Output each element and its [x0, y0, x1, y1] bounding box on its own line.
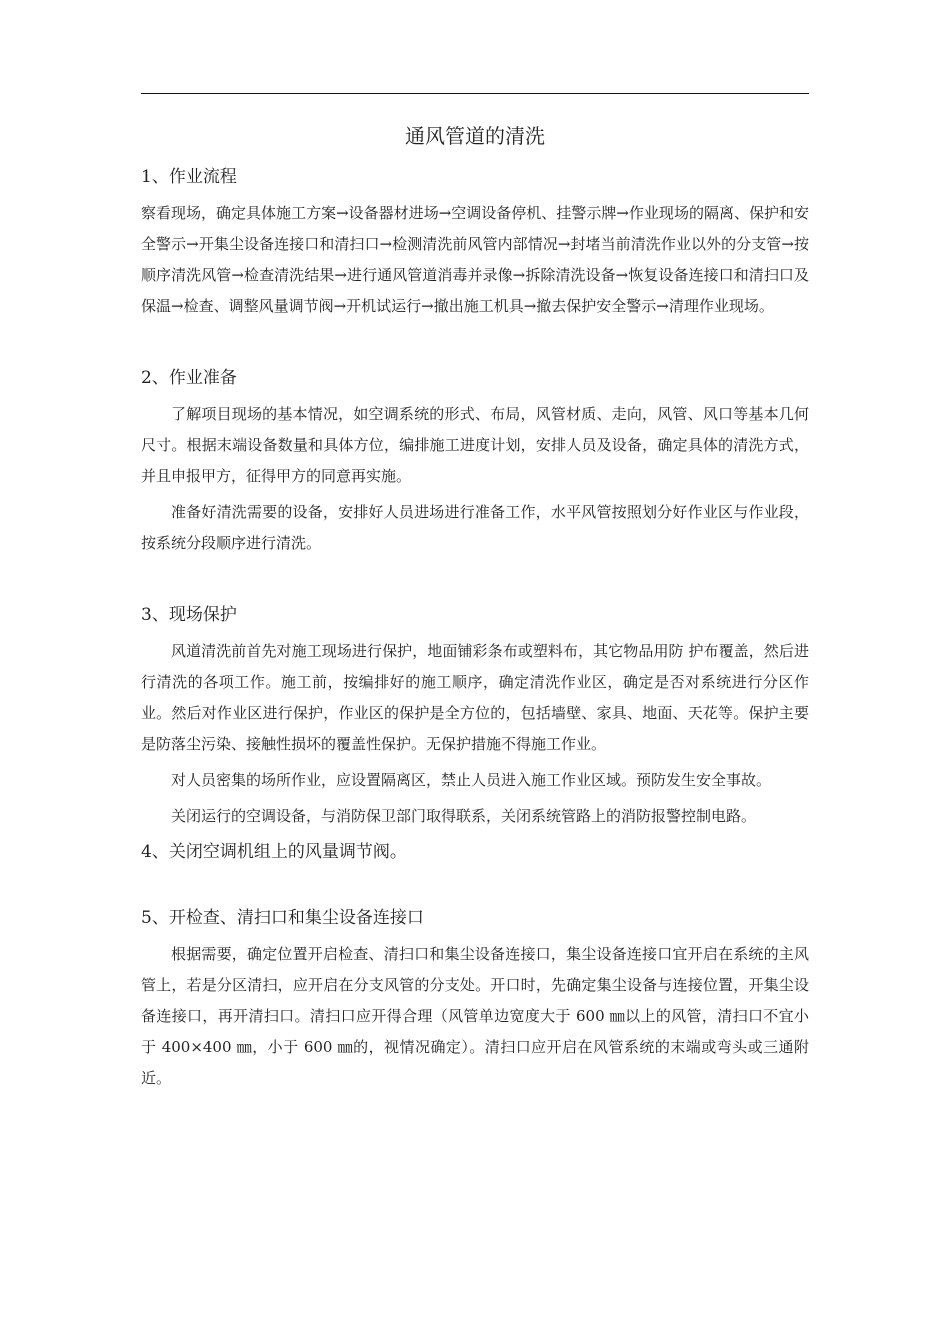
section-heading: 5、开检查、清扫口和集尘设备连接口	[141, 908, 424, 928]
section-paragraph: 根据需要，确定位置开启检查、清扫口和集尘设备连接口，集尘设备连接口宜开启在系统的主风管上，若是分区清扫，应开启在分支风管的分支处。开口时，先确定集尘设备与连接位置，开集尘设备连接口，再开清扫口。清扫口应开得合理（风管单边宽度大于 600 ㎜以上的风管，清扫口不宜小于 400×400 ㎜，小于 600 ㎜的，视情况确定）。清扫口应开启在风管系统的末端或弯头或三通附近。	[141, 945, 809, 1087]
section-open-ports	[141, 903, 809, 1094]
section-paragraph: 准备好清洗需要的设备，安排好人员进场进行准备工作，水平风管按照划分好作业区与作业段，按系统分段顺序进行清洗。	[141, 503, 809, 552]
document-title: 通风管道的清洗	[405, 124, 545, 148]
section-workflow	[141, 162, 809, 322]
section-heading: 4、关闭空调机组上的风量调节阀。	[141, 842, 407, 862]
section-spacer	[141, 873, 809, 903]
section-paragraph: 对人员密集的场所作业，应设置隔离区，禁止人员进入施工作业区域。预防发生安全事故。	[171, 771, 772, 789]
section-paragraph: 察看现场，确定具体施工方案→设备器材进场→空调设备停机、挂警示牌→作业现场的隔离、保护和安全警示→开集尘设备连接口和清扫口→检测清洗前风管内部情况→封堵当前清洗作业以外的分支管→按顺序清洗风管→检查清洗结果→进行通风管道消毒并录像→拆除清洗设备→恢复设备连接口和清扫口及保温→检查、调整风量调节阀→开机试运行→撤出施工机具→撤去保护安全警示→清理作业现场。	[141, 204, 809, 315]
section-spacer	[141, 564, 809, 600]
section-site-protection	[141, 600, 809, 832]
header-rule	[141, 93, 809, 94]
section-preparation	[141, 363, 809, 559]
section-heading: 3、现场保护	[141, 605, 237, 625]
document-body	[141, 116, 809, 1099]
section-paragraph: 了解项目现场的基本情况，如空调系统的形式、布局，风管材质、走向，风管、风口等基本几何尺寸。根据末端设备数量和具体方位，编排施工进度计划，安排人员及设备，确定具体的清洗方式，并且申报甲方，征得甲方的同意再实施。	[141, 405, 809, 485]
section-paragraph: 关闭运行的空调设备，与消防保卫部门取得联系，关闭系统管路上的消防报警控制电路。	[171, 807, 757, 825]
section-spacer	[141, 327, 809, 363]
section-paragraph: 风道清洗前首先对施工现场进行保护，地面铺彩条布或塑料布，其它物品用防 护布覆盖，然后进行清洗的各项工作。施工前，按编排好的施工顺序，确定清洗作业区，确定是否对系统进行分区作业。然后对作业区进行保护，作业区的保护是全方位的，包括墙壁、家具、地面、天花等。保护主要是防落尘污染、接触性损坏的覆盖性保护。无保护措施不得施工作业。	[141, 642, 809, 753]
section-close-damper	[141, 837, 809, 867]
section-heading: 2、作业准备	[141, 368, 237, 388]
section-heading: 1、作业流程	[141, 167, 237, 187]
